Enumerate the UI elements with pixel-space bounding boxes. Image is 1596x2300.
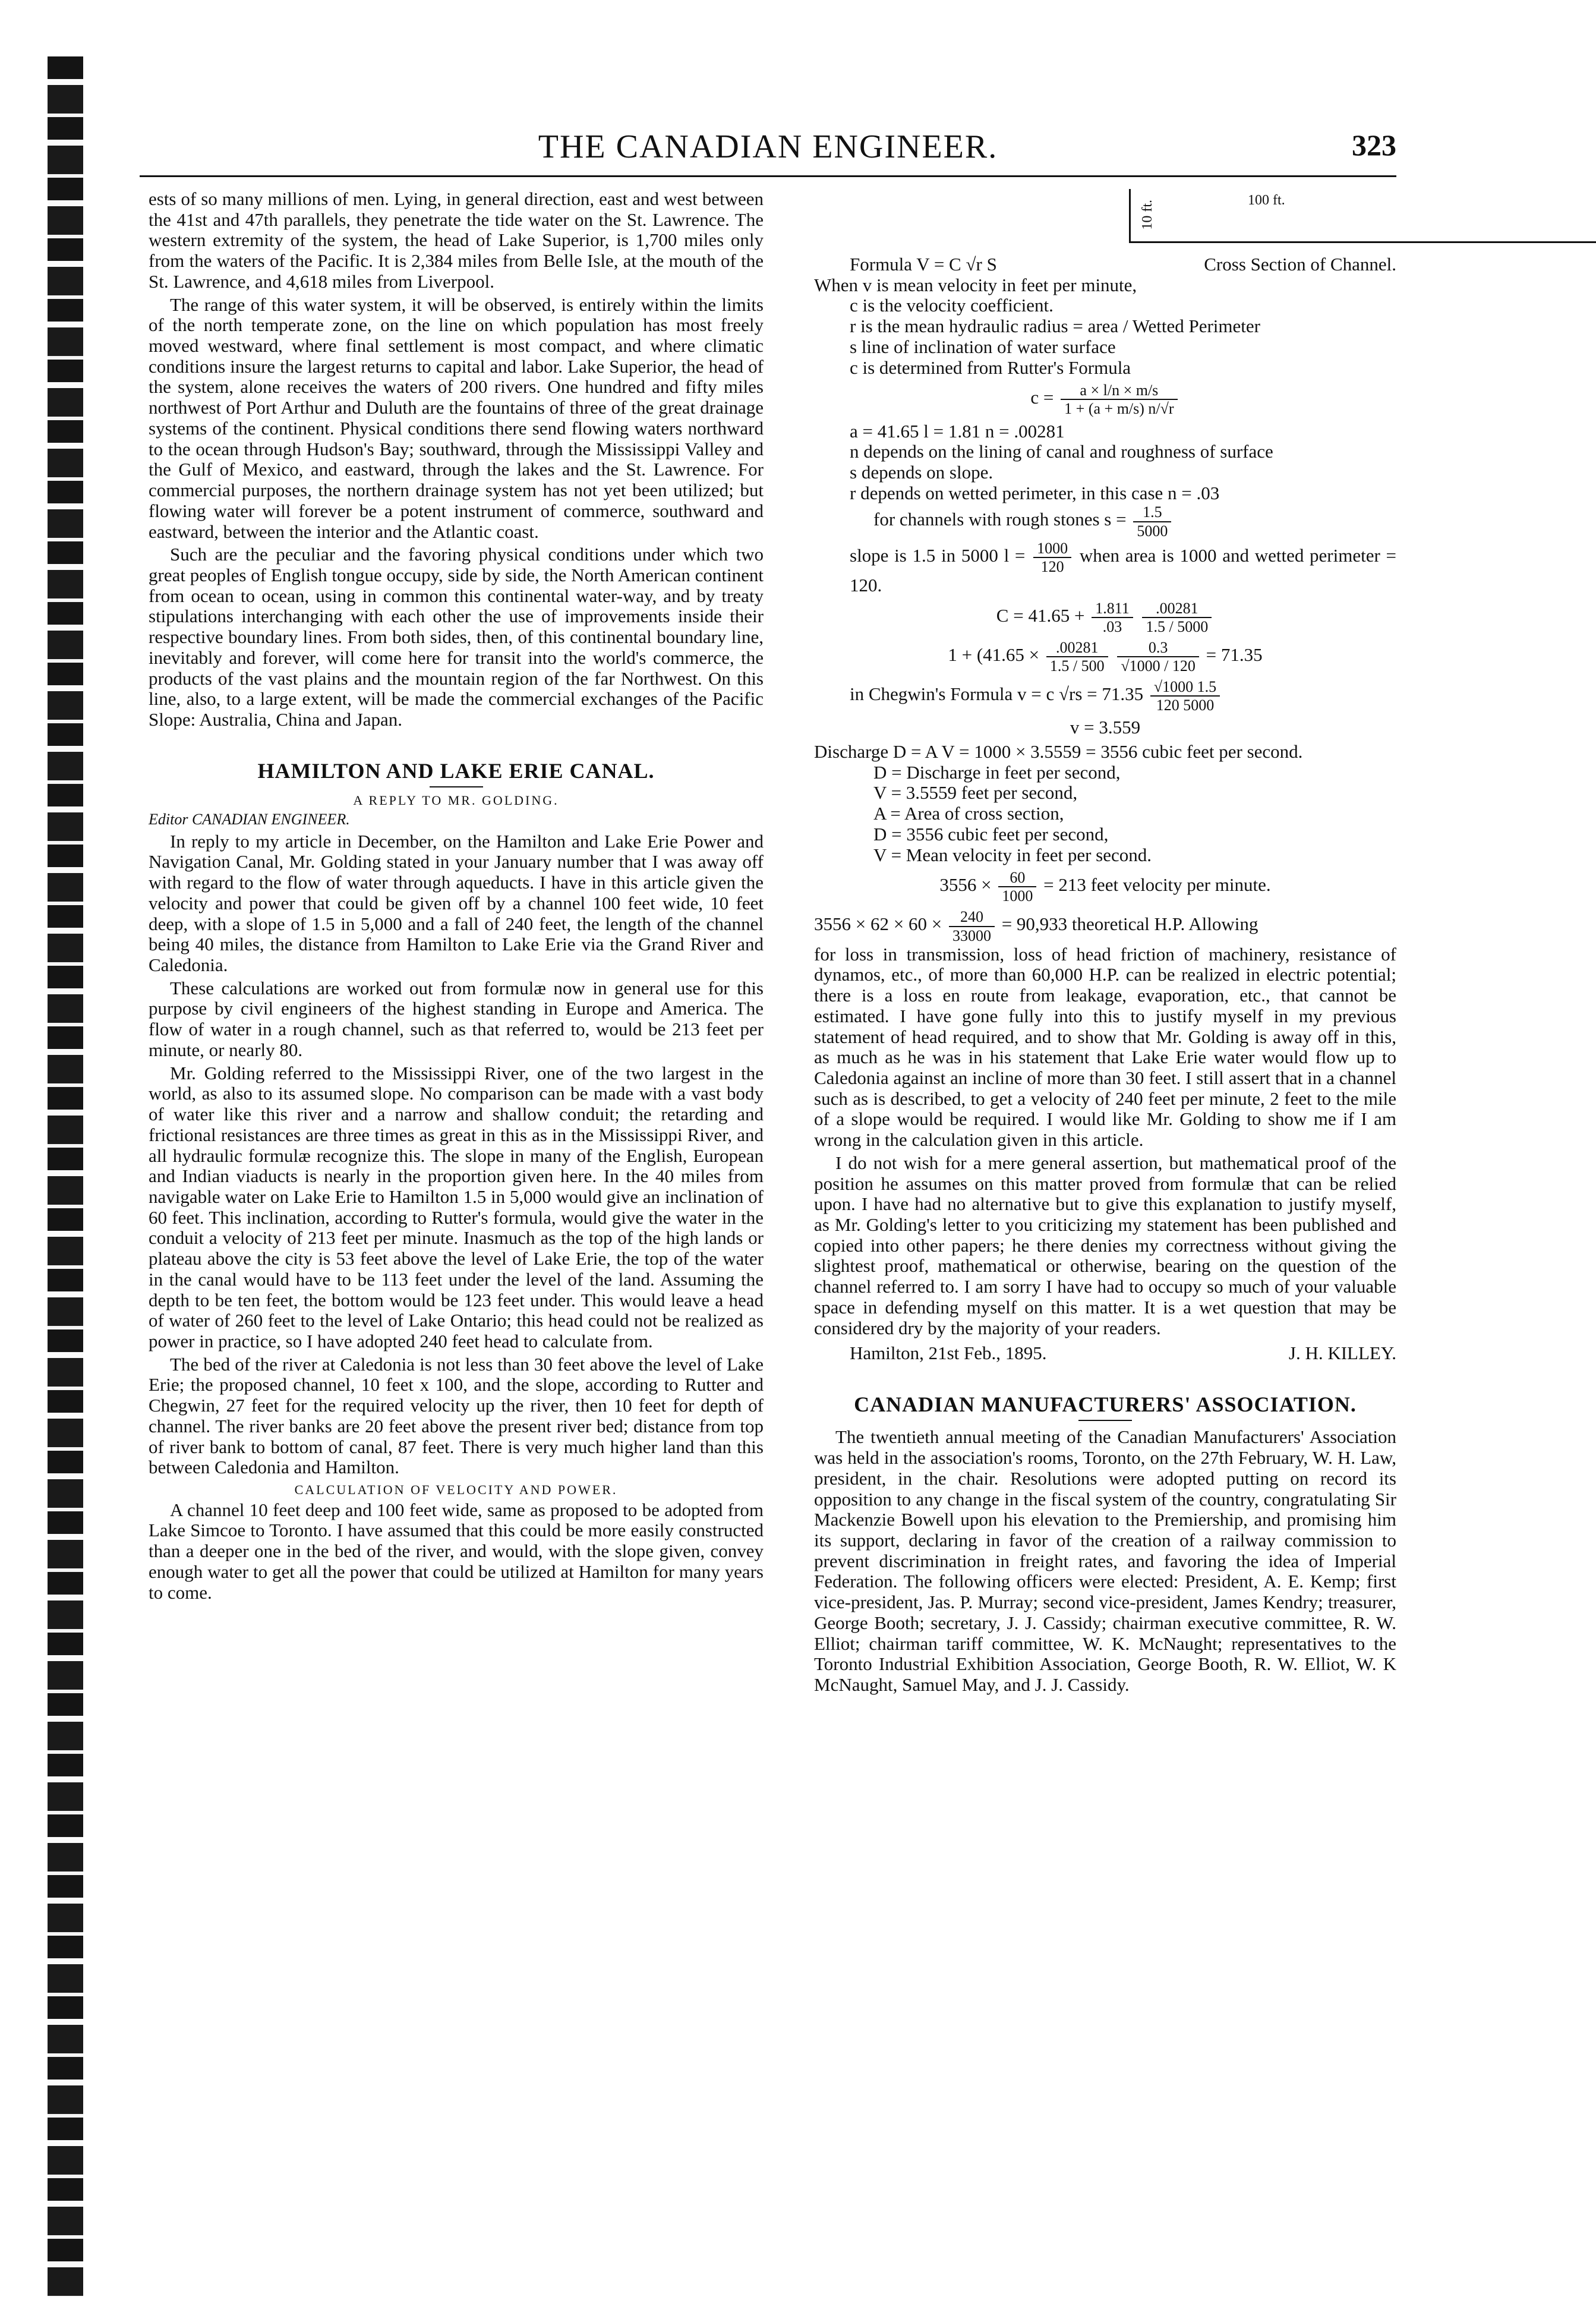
journal-title: THE CANADIAN ENGINEER. [538,128,998,165]
article-subtitle: A REPLY TO MR. GOLDING. [353,793,559,808]
rutter-formula [814,382,1396,417]
binding-edge [48,56,83,2297]
stones-formula [814,503,1396,539]
fraction-numerator: .00281 [1046,639,1108,657]
paragraph: The twentieth annual meeting of the Canadian Manufacturers' Association was held in the association's rooms, Toronto, on the 27th February, W. H. Law, president, in the chair. Resolutions were adopted putting on record its opposition to any change in the fiscal system of the country, congratulating Sir Mackenzie Bowell upon his elevation to the Premiership, and promising him its support, declaring in favor of the creation of a railway commission to prevent discrimination in freight rates, and favoring the idea of Imperial Federation. The following officers were elected: President, A. E. Kemp; first vice-president, Jas. P. Murray; second vice-president, James Kendry; treasurer, George Booth; secretary, J. J. Cassidy; chairman executive committee, R. W. Elliot; chairman tariff committee, W. K. McNaught; representatives to the Toronto Industrial Exhibition Association, George Booth, R. W. Elliot, W. K McNaught, Samuel May, and J. J. Cassidy. [814,1426,1396,1695]
fraction-denominator: 120 [1040,557,1064,575]
paragraph: ests of so many millions of men. Lying, in general direction, east and west between the 41st and 47th parallels, they penetrate the tide water on the St. Lawrence. The western extremity of the system, the head of Lake Superior, is 1,700 miles only from the waters of the Pacific. It is 2,384 miles from Belle Isle, at the mouth of the St. Lawrence, and 4,618 miles from Liverpool. [149,188,764,292]
article-title: HAMILTON AND LAKE ERIE CANAL. [257,758,655,783]
signature-name: J. H. KILLEY. [1288,1343,1396,1364]
article-title: CANADIAN MANUFACTURERS' ASSOCIATION. [854,1392,1357,1417]
fraction-numerator: 240 [949,908,995,927]
paragraph: for loss in transmission, loss of head friction of machinery, resistance of dynamos, etc., of more than 60,000 H.P. can be realized in electric potential; there is a loss en route from leakage, evaporation, etc., that cannot be estimated. I have gone fully into this to justify myself in my previous statement of head required, and to show that Mr. Golding is away off in this, as much as he was in his statement that Lake Erie water would flow up to Caledonia against an incline of more than 30 feet. I still assert that in a channel such as is described, to get a velocity of 240 feet per minute, 2 feet to the mile of a slope would be required. I would like Mr. Golding to show me if I am wrong in the calculation given in this article. [814,943,1396,1151]
formula-result: = 213 feet velocity per minute. [1043,874,1271,896]
paragraph: Such are the peculiar and the favoring physical conditions under which two great peoples of English tongue occupy, side by side, the North American continent from ocean to ocean, using in common this continental water-way, and by treaty stipulations interchanging with each other the use of improvements inside their respective boundary lines. From both sides, then, of this continental boundary line, inevitably and forever, will come here for transit into the world's commerce, the products of the vast plains and the mountain region of the far Northwest. On this line, also, to a large extent, will be made the commercial exchanges of the Pacific Slope: Australia, China and Japan. [149,544,764,730]
formula-fraction [1061,382,1177,417]
fraction-numerator: 1.5 [1133,503,1171,522]
paragraph: Mr. Golding referred to the Mississippi River, one of the two largest in the world, as also to its assumed slope. No comparison can be made with a vast body of water like this river and a narrow and shallow conduit; the retarding and frictional resistances are three times as great in this as in the Mississippi River, and all hydraulic formulæ recognize this. The slope in many of the English, European and Indian viaducts is nearly in the proportion given here. In the 40 miles from navigable water on Lake Erie to Hamilton 1.5 in 5,000 would give an inclination of 60 feet. This inclination, according to Rutter's formula, would give the water in the conduit a velocity of 213 feet per minute. Inasmuch as the top of the high lands or plateau above the city is 53 feet above the level of Lake Erie, the top of the water in the canal would have to be 113 feet under the level of the land. Assuming the depth to be ten feet, the bottom would be 123 feet under. This would leave a head of water of 260 feet to the level of Lake Ontario; this head could not be realized as power in practice, so I have adopted 240 feet head to calculate from. [149,1062,764,1351]
title-rule [1078,1420,1132,1421]
coefficient-calculation [814,639,1396,675]
section-heading: CALCULATION OF VELOCITY AND POWER. [294,1482,618,1498]
fraction-denominator: √1000 / 120 [1121,657,1196,675]
definition-line: c is the velocity coefficient. [850,295,1054,316]
formula-text: when area is 1000 and wetted perimeter = 120. [850,544,1397,596]
formula-fraction [949,908,995,944]
fraction-numerator: a × l/n × m/s [1061,382,1177,400]
formula-fraction [1133,503,1171,539]
definition-line: s line of inclination of water surface [850,336,1116,357]
fraction-denominator: 120 5000 [1156,697,1215,714]
legend-line: D = Discharge in feet per second, [873,761,1121,783]
header-rule [140,175,1396,177]
depends-line: n depends on the lining of canal and roughness of surface [850,441,1273,462]
fraction-numerator: √1000 1.5 [1150,678,1220,697]
channel-cross-section-diagram [814,189,1396,254]
formula-lhs: c = [1030,387,1054,408]
diagram-caption [814,254,1396,275]
cross-section-caption: Cross Section of Channel. [1204,254,1396,275]
formula-fraction [1142,600,1212,635]
paragraph: I do not wish for a mere general assertion, but mathematical proof of the position he assumes on this matter proved from formulæ that can be relied upon. I have had no alternative but to give this explanation to justify myself, as Mr. Golding's letter to you criticizing my statement has been published and copied into other papers; he there denies my correctness without giving the slightest proof, mathematical or otherwise, bearing on the question of the channel referred to. I am sorry I have had to occupy so much of your valuable space in defending myself on this matter. It is a wet question that may be considered dry by the majority of your readers. [814,1152,1396,1338]
definition-line: c is determined from Rutter's Formula [850,357,1131,378]
formula-fraction [1150,678,1220,714]
editor-salutation: Editor CANADIAN ENGINEER. [149,810,350,828]
paragraph: The range of this water system, it will be observed, is entirely within the limits of the north temperate zone, on the line on which population has most freely moved westward, where final settlement is most compact, and where climatic conditions insure the largest returns to capital and labor. Lake Superior, the head of the system, alone receives the waters of 200 rivers. One hundred and fifty miles northwest of Port Arthur and Duluth are the fountains of three of the great drainage systems of the continent. Physical conditions there send flowing waters northward to the ocean through Hudson's Bay; southward, through the Mississippi Valley and the Gulf of Mexico, and eastward, through the lakes and the St. Lawrence. For commercial purposes, the northern drainage system has not yet been utilized; but flowing water will forever be a potent instrument of commerce, southward and eastward, between the interior and the Atlantic coast. [149,294,764,542]
formula-text: in Chegwin's Formula v = c √rs = 71.35 [850,683,1144,705]
paragraph: The bed of the river at Caledonia is not less than 30 feet above the level of Lake Erie; the proposed channel, 10 feet x 100, and the slope, according to Rutter and Chegwin, 27 feet for the required velocity up the river, then 10 feet for depth of channel. The river banks are 20 feet above the present river bed; distance from top of river bank to bottom of canal, 87 feet. There is very much higher land than this between Caledonia and Hamilton. [149,1353,764,1478]
fraction-denominator: 1000 [1002,887,1033,905]
fraction-numerator: .00281 [1142,600,1212,618]
title-rule [430,786,483,787]
formula-text: for channels with rough stones s = [873,509,1127,530]
formula-lhs: 3556 × 62 × 60 × [814,913,942,935]
signature-place-date: Hamilton, 21st Feb., 1895. [850,1343,1047,1364]
formula-fraction [998,869,1036,905]
definition-line: When v is mean velocity in feet per minute, [814,274,1137,295]
depth-label: 10 ft. [1140,200,1155,230]
paragraph: A channel 10 feet deep and 100 feet wide, same as proposed to be adopted from Lake Simcoe to Toronto. I have assumed that this could be more easily constructed than a deeper one in the bed of the river, and would, with the slope given, convey enough water to get all the power that could be utilized at Hamilton for many years to come. [149,1499,764,1603]
formula-fraction [1117,639,1199,675]
formula-fraction [1092,600,1133,635]
paragraph: In reply to my article in December, on the Hamilton and Lake Erie Power and Navigation Canal, Mr. Golding stated in your January number that I was away off with regard to the flow of water through aqueducts. I have in this article given the velocity and power that could be given off by a channel 100 feet wide, 10 feet deep, with a slope of 1.5 in 5,000 and a fall of 240 feet, the length of the channel being 40 miles, the distance from Hamilton to Lake Erie via the Grand River and Caledonia. [149,830,764,976]
fraction-numerator: 1000 [1033,540,1071,558]
horsepower-calculation [814,908,1396,944]
depends-line: s depends on slope. [850,461,993,483]
formula-fraction [1033,540,1071,575]
formula-caption: Formula V = C √r S [850,254,997,275]
left-column [149,189,764,1605]
signature-line [814,1343,1396,1364]
formula-lhs: 1 + (41.65 × [948,644,1040,665]
formula-result: = 90,933 theoretical H.P. Allowing [1001,913,1258,935]
fraction-denominator: 1.5 / 5000 [1146,617,1209,635]
slope-formula [814,540,1396,596]
fraction-numerator: 1.811 [1092,600,1133,618]
coefficient-calculation [814,600,1396,635]
legend-line: A = Area of cross section, [873,803,1064,824]
right-column [814,189,1396,1698]
fraction-denominator: 1 + (a + m/s) n/√r [1064,400,1174,418]
fraction-numerator: 60 [998,869,1036,887]
formula-lhs: C = 41.65 + [996,604,1085,626]
definition-line: r is the mean hydraulic radius = area / Wetted Perimeter [850,316,1260,337]
fraction-denominator: .03 [1102,617,1122,635]
paragraph: These calculations are worked out from formulæ now in general use for this purpose by civil engineers of the highest standing in Europe and America. The flow of water in a rough channel, such as that referred to, would be 213 feet per minute, or nearly 80. [149,977,764,1060]
formula-result: = 71.35 [1206,644,1263,665]
constants-line: a = 41.65 l = 1.81 n = .00281 [850,420,1065,442]
fraction-denominator: 5000 [1137,522,1168,540]
legend-line: V = Mean velocity in feet per second. [873,844,1152,865]
formula-lhs: 3556 × [939,874,992,896]
velocity-result: v = 3.559 [1070,717,1141,738]
fraction-denominator: 33000 [952,927,991,944]
depends-line: r depends on wetted perimeter, in this case n = .03 [850,482,1220,503]
formula-text: slope is 1.5 in 5000 l = [850,544,1026,566]
formula-fraction [1046,639,1108,675]
legend-line: D = 3556 cubic feet per second, [873,823,1109,845]
fraction-numerator: 0.3 [1117,639,1199,657]
velocity-per-minute [814,869,1396,905]
page-header [140,128,1396,175]
channel-outline [1129,189,1596,243]
fraction-denominator: 1.5 / 500 [1049,657,1105,675]
width-label: 100 ft. [1248,193,1285,208]
page-number: 323 [1352,128,1396,162]
chegwin-formula [814,678,1396,714]
discharge-line: Discharge D = A V = 1000 × 3.5559 = 3556 cubic feet per second. [814,741,1303,762]
legend-line: V = 3.5559 feet per second, [873,782,1078,804]
